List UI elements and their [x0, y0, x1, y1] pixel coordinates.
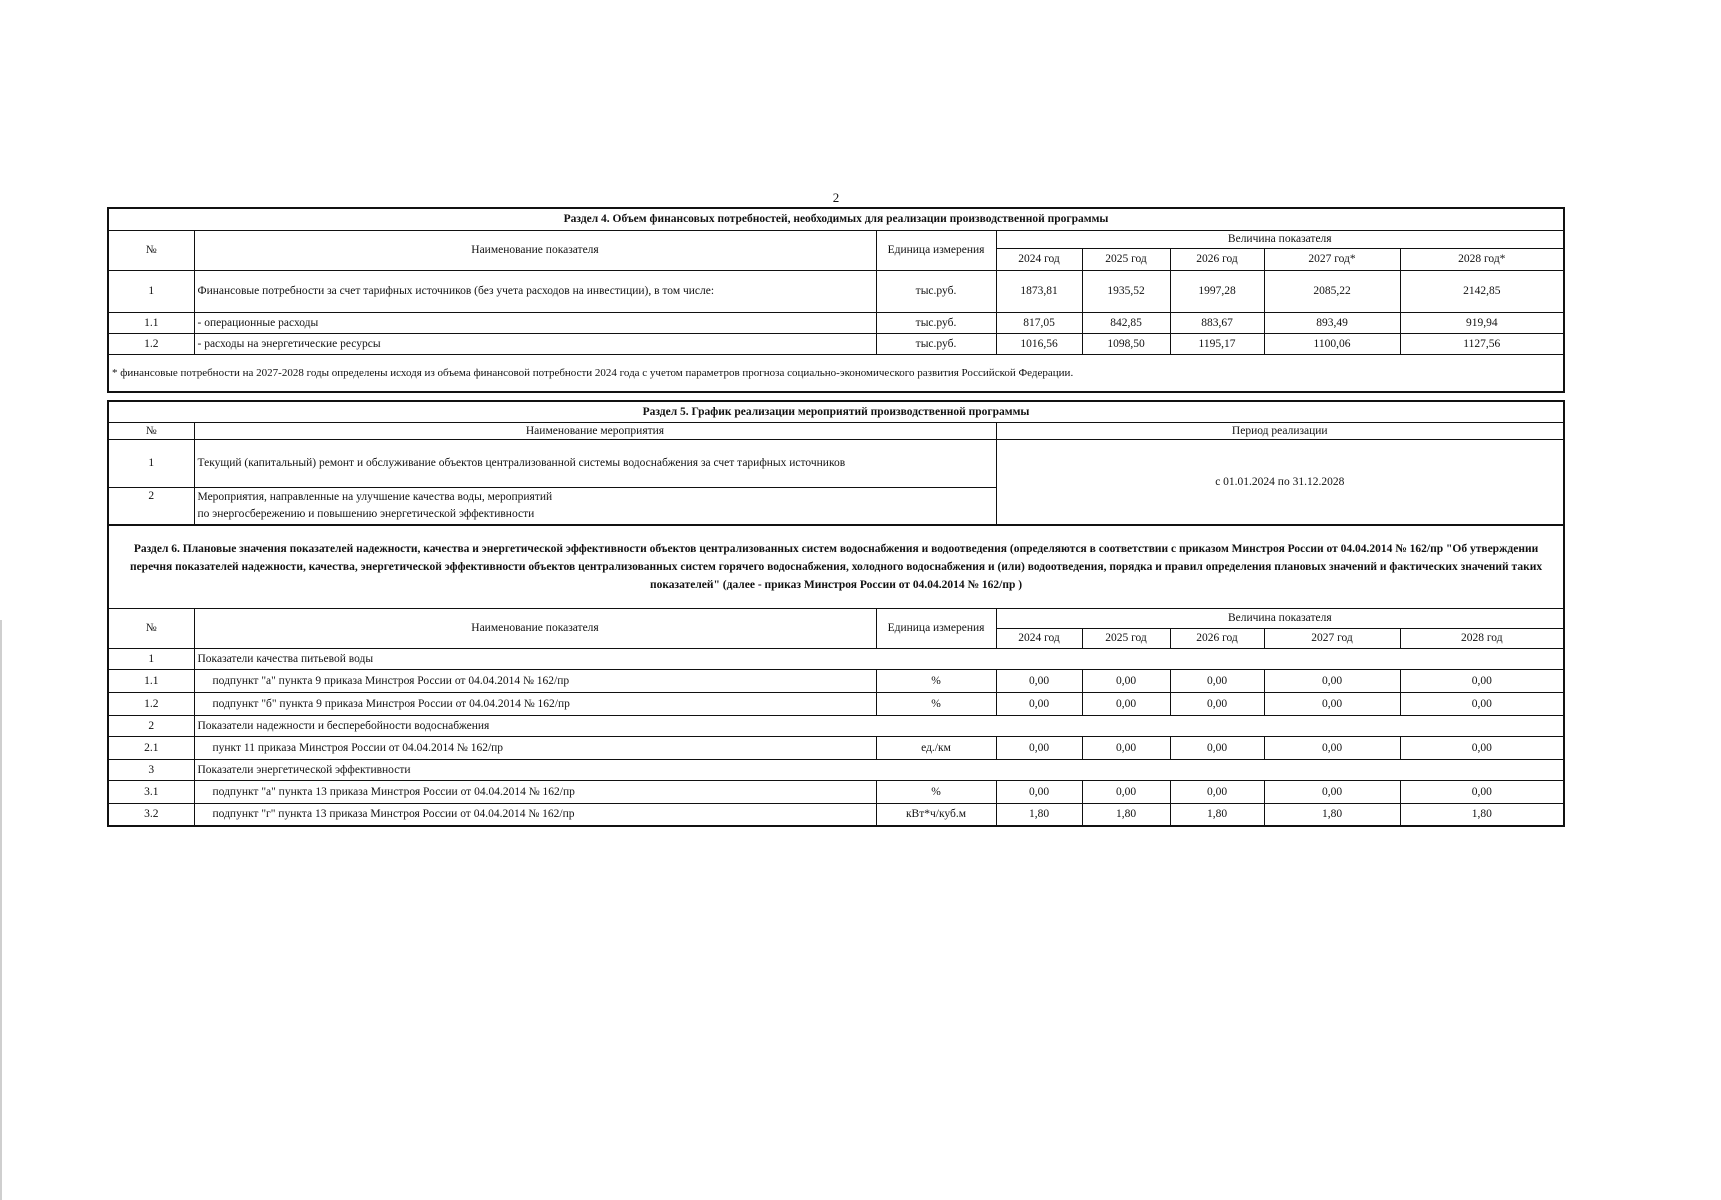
row-value: 1195,17 — [1170, 333, 1264, 354]
row-value: 1935,52 — [1082, 270, 1170, 312]
section6-title: Раздел 6. Плановые значения показателей надежности, качества и энергетической эффективности объектов централизованных систем водоснабжения и водоотведения (определяются в соответствии с приказом Минстроя России от 04.04.2014 № 162/пр "Об утверждении перечня показателей надежности, качества, энергетической эффективности объектов централизованных систем горячего водоснабжения, холодного водоснабжения и (или) водоотведения, порядка и правил определения плановых значений и фактических значений таких показателей" (далее - приказ Минстроя России от 04.04.2014 № 162/пр ) — [108, 525, 1564, 608]
row-no: 1.1 — [108, 669, 194, 692]
group-name: Показатели энергетической эффективности — [194, 759, 1564, 780]
group-no: 2 — [108, 715, 194, 736]
col-no-header: № — [108, 230, 194, 270]
row-value: 0,00 — [1082, 780, 1170, 803]
col-no-header: № — [108, 422, 194, 439]
row-value: 0,00 — [996, 669, 1082, 692]
row-no: 1 — [108, 270, 194, 312]
row-value: 0,00 — [1400, 669, 1564, 692]
scan-margin-line — [0, 620, 2, 1200]
row-name: подпункт "г" пункта 13 приказа Минстроя России от 04.04.2014 № 162/пр — [194, 803, 876, 826]
row-value: 0,00 — [1264, 736, 1400, 759]
group-name: Показатели надежности и бесперебойности водоснабжения — [194, 715, 1564, 736]
row-name: Текущий (капитальный) ремонт и обслуживание объектов централизованной системы водоснабжения за счет тарифных источников — [194, 439, 996, 487]
table-row — [108, 312, 1564, 333]
row-unit: ед./км — [876, 736, 996, 759]
row-value: 1873,81 — [996, 270, 1082, 312]
row-value: 919,94 — [1400, 312, 1564, 333]
col-no-header: № — [108, 608, 194, 648]
section4-title: Раздел 4. Объем финансовых потребностей, необходимых для реализации производственной программы — [108, 208, 1564, 230]
row-value: 0,00 — [1170, 692, 1264, 715]
row-unit: тыс.руб. — [876, 333, 996, 354]
row-no: 2.1 — [108, 736, 194, 759]
year-header: 2028 год — [1400, 628, 1564, 648]
row-value: 2142,85 — [1400, 270, 1564, 312]
year-header: 2027 год* — [1264, 248, 1400, 270]
row-no: 1.1 — [108, 312, 194, 333]
table-row — [108, 692, 1564, 715]
row-name: пункт 11 приказа Минстроя России от 04.04.2014 № 162/пр — [194, 736, 876, 759]
section5-title: Раздел 5. График реализации мероприятий производственной программы — [108, 401, 1564, 422]
row-no: 2 — [108, 487, 194, 525]
row-value: 0,00 — [1170, 780, 1264, 803]
year-header: 2026 год — [1170, 628, 1264, 648]
table-row — [108, 803, 1564, 826]
col-period-header: Период реализации — [996, 422, 1564, 439]
col-unit-header: Единица измерения — [876, 230, 996, 270]
year-header: 2027 год — [1264, 628, 1400, 648]
year-header: 2024 год — [996, 628, 1082, 648]
row-value: 0,00 — [1400, 692, 1564, 715]
row-value: 0,00 — [1400, 780, 1564, 803]
group-no: 1 — [108, 648, 194, 669]
table-row — [108, 439, 1564, 487]
row-name: - операционные расходы — [194, 312, 876, 333]
row-no: 1.2 — [108, 692, 194, 715]
row-unit: тыс.руб. — [876, 270, 996, 312]
group-row — [108, 648, 1564, 669]
row-value: 0,00 — [996, 736, 1082, 759]
row-value: 1,80 — [1082, 803, 1170, 826]
table-row — [108, 333, 1564, 354]
row-value: 1016,56 — [996, 333, 1082, 354]
row-value: 1,80 — [1264, 803, 1400, 826]
group-name: Показатели качества питьевой воды — [194, 648, 1564, 669]
year-header: 2024 год — [996, 248, 1082, 270]
row-value: 0,00 — [1082, 692, 1170, 715]
section5-table — [107, 400, 1565, 526]
row-value: 0,00 — [1264, 669, 1400, 692]
year-header: 2028 год* — [1400, 248, 1564, 270]
period-value: с 01.01.2024 по 31.12.2028 — [996, 439, 1564, 525]
col-unit-header: Единица измерения — [876, 608, 996, 648]
row-value: 0,00 — [996, 780, 1082, 803]
row-value: 1127,56 — [1400, 333, 1564, 354]
row-value: 1,80 — [1400, 803, 1564, 826]
row-no: 3.2 — [108, 803, 194, 826]
row-unit: тыс.руб. — [876, 312, 996, 333]
year-header: 2026 год — [1170, 248, 1264, 270]
row-value: 1098,50 — [1082, 333, 1170, 354]
table-row — [108, 780, 1564, 803]
col-value-header: Величина показателя — [996, 230, 1564, 248]
section4-table — [107, 207, 1565, 393]
row-value: 842,85 — [1082, 312, 1170, 333]
row-value: 883,67 — [1170, 312, 1264, 333]
row-value: 817,05 — [996, 312, 1082, 333]
year-header: 2025 год — [1082, 628, 1170, 648]
row-name: подпункт "б" пункта 9 приказа Минстроя России от 04.04.2014 № 162/пр — [194, 692, 876, 715]
row-value: 0,00 — [1264, 780, 1400, 803]
group-row — [108, 759, 1564, 780]
row-no: 3.1 — [108, 780, 194, 803]
row-name-line: Мероприятия, направленные на улучшение качества воды, мероприятий — [197, 490, 553, 503]
row-no: 1.2 — [108, 333, 194, 354]
row-name: подпункт "а" пункта 9 приказа Минстроя России от 04.04.2014 № 162/пр — [194, 669, 876, 692]
section4-footnote: * финансовые потребности на 2027-2028 годы определены исходя из объема финансовой потребности 2024 года с учетом параметров прогноза социально-экономического развития Российской Федерации. — [108, 354, 1564, 392]
page-number: 2 — [832, 190, 840, 205]
row-value: 0,00 — [1170, 736, 1264, 759]
col-value-header: Величина показателя — [996, 608, 1564, 628]
year-header: 2025 год — [1082, 248, 1170, 270]
table-row — [108, 736, 1564, 759]
row-value: 1997,28 — [1170, 270, 1264, 312]
row-value: 0,00 — [1082, 736, 1170, 759]
row-value: 0,00 — [1264, 692, 1400, 715]
row-unit: % — [876, 692, 996, 715]
row-unit: кВт*ч/куб.м — [876, 803, 996, 826]
group-no: 3 — [108, 759, 194, 780]
row-value: 2085,22 — [1264, 270, 1400, 312]
row-value: 1,80 — [1170, 803, 1264, 826]
row-unit: % — [876, 780, 996, 803]
row-no: 1 — [108, 439, 194, 487]
section6-table — [107, 524, 1565, 827]
row-value: 0,00 — [1082, 669, 1170, 692]
col-name-header: Наименование показателя — [194, 608, 876, 648]
row-value: 893,49 — [1264, 312, 1400, 333]
row-name: подпункт "а" пункта 13 приказа Минстроя России от 04.04.2014 № 162/пр — [194, 780, 876, 803]
row-value: 0,00 — [1400, 736, 1564, 759]
row-value: 1,80 — [996, 803, 1082, 826]
group-row — [108, 715, 1564, 736]
col-name-header: Наименование мероприятия — [194, 422, 996, 439]
row-value: 0,00 — [996, 692, 1082, 715]
row-name-line: по энергосбережению и повышению энергетической эффективности — [197, 507, 535, 520]
table-row — [108, 669, 1564, 692]
row-value: 1100,06 — [1264, 333, 1400, 354]
row-name: Финансовые потребности за счет тарифных источников (без учета расходов на инвестиции), в том числе: — [194, 270, 876, 312]
table-row — [108, 270, 1564, 312]
row-name: - расходы на энергетические ресурсы — [194, 333, 876, 354]
row-unit: % — [876, 669, 996, 692]
col-name-header: Наименование показателя — [194, 230, 876, 270]
row-value: 0,00 — [1170, 669, 1264, 692]
